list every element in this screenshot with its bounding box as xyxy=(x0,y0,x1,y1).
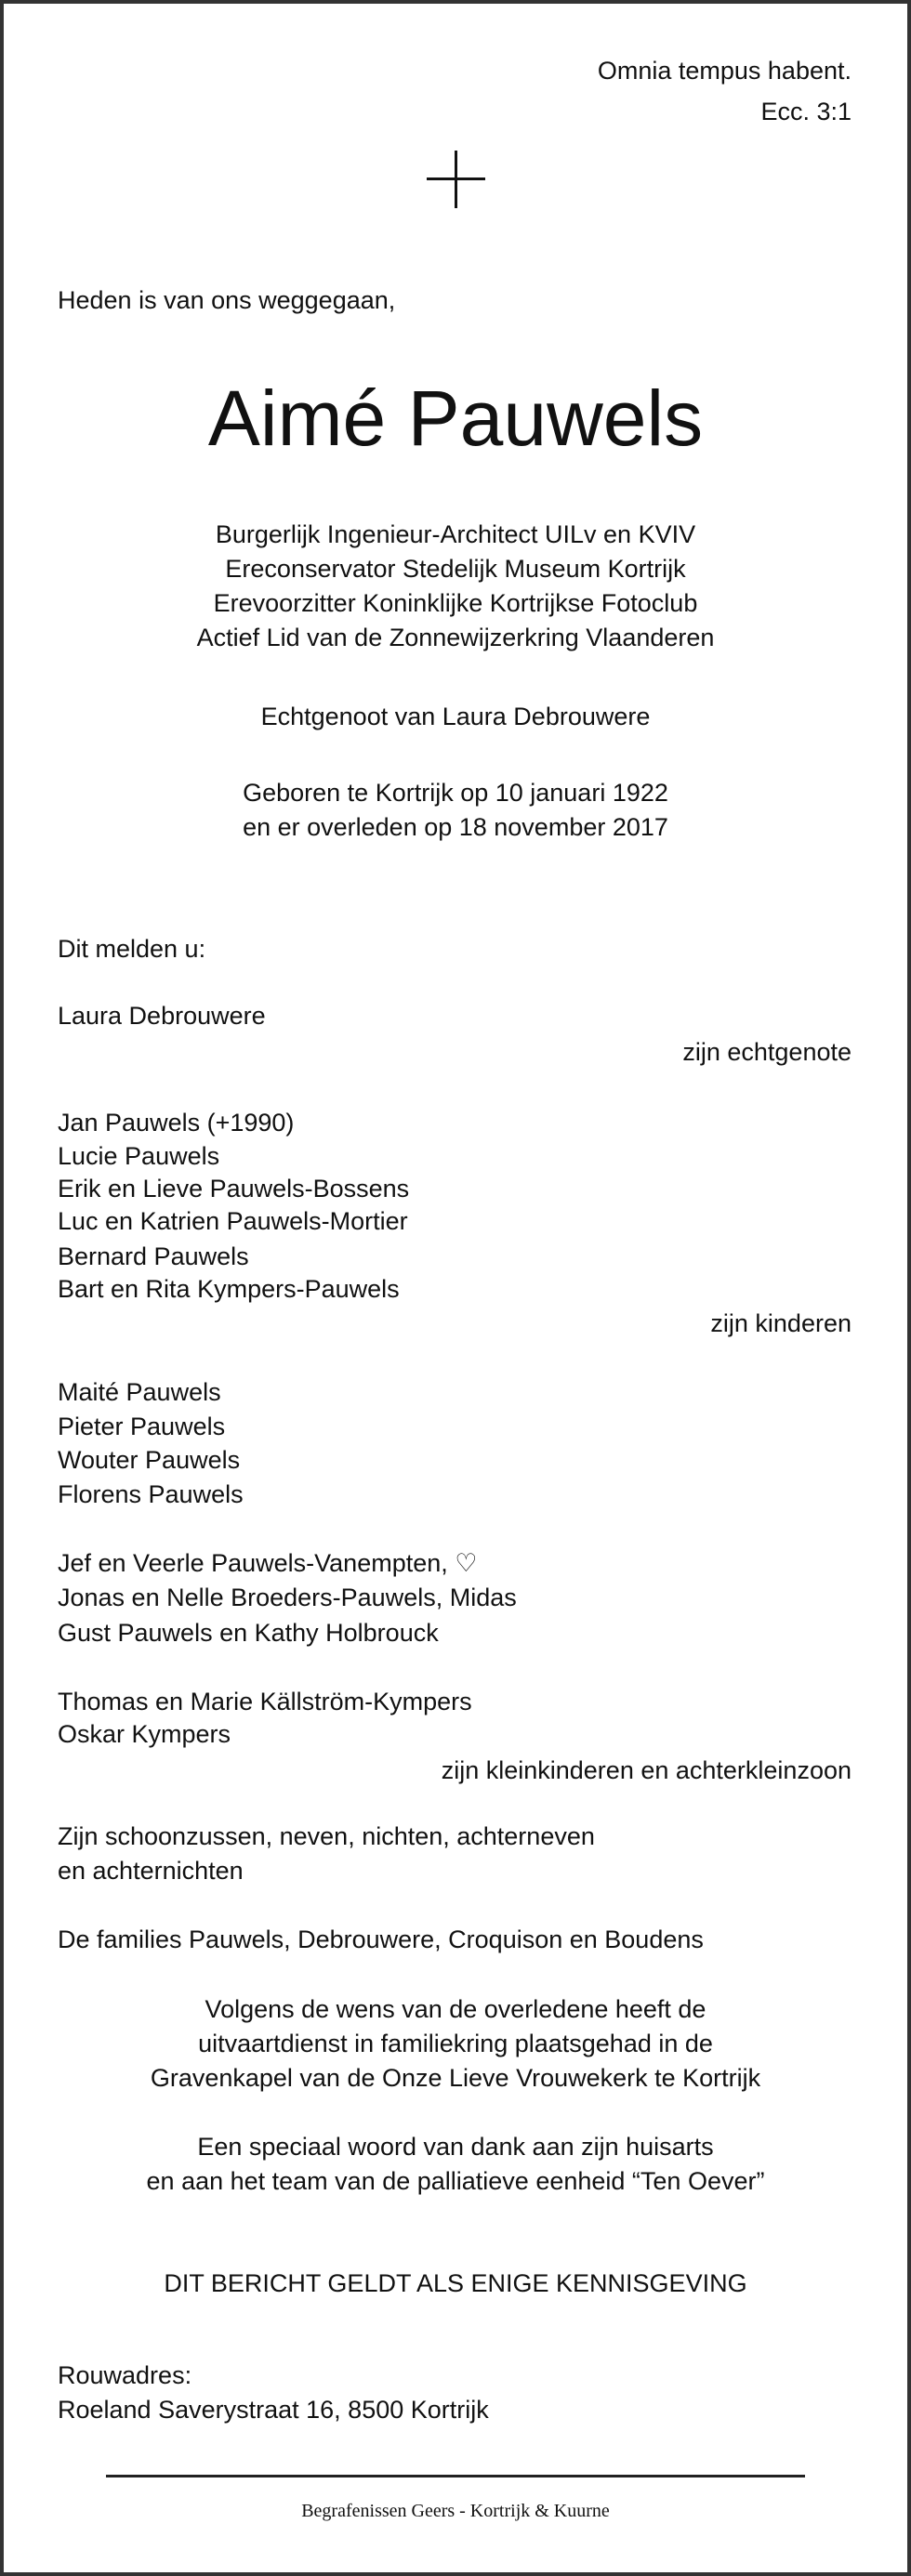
title-line: Erevoorzitter Koninklijke Kortrijkse Fotoclub xyxy=(213,589,698,617)
birth-line: Geboren te Kortrijk op 10 januari 1922 xyxy=(243,779,668,807)
child-name: Bernard Pauwels xyxy=(58,1242,249,1270)
title-line: Burgerlijk Ingenieur-Architect UILv en KVIV xyxy=(215,520,696,548)
inlaws-line: en achternichten xyxy=(58,1857,244,1885)
grandchild-line xyxy=(58,1546,478,1580)
heart-icon: ♡ xyxy=(455,1549,478,1577)
cross-horizontal xyxy=(427,177,485,180)
thanks-line: Een speciaal woord van dank aan zijn huisarts xyxy=(197,2133,714,2161)
grandchild-name: Wouter Pauwels xyxy=(58,1446,241,1474)
spouse-label: zijn echtgenote xyxy=(682,1038,852,1066)
families-line: De families Pauwels, Debrouwere, Croquison en Boudens xyxy=(58,1925,704,1953)
grandchildren-label: zijn kleinkinderen en achterkleinzoon xyxy=(441,1756,852,1784)
title-line: Actief Lid van de Zonnewijzerkring Vlaanderen xyxy=(196,624,715,651)
address-label: Rouwadres: xyxy=(58,2361,192,2389)
death-line: en er overleden op 18 november 2017 xyxy=(243,813,668,841)
grandchild-name: Florens Pauwels xyxy=(58,1480,244,1508)
grandchild-name: Thomas en Marie Källström-Kympers xyxy=(58,1688,472,1715)
funeral-note-line: Volgens de wens van de overledene heeft de xyxy=(205,1995,706,2023)
address-value: Roeland Saverystraat 16, 8500 Kortrijk xyxy=(58,2396,489,2424)
spouse-line: Echtgenoot van Laura Debrouwere xyxy=(260,703,651,730)
grandchild-name: Maité Pauwels xyxy=(58,1378,221,1406)
grandchild-name: Jef en Veerle Pauwels-Vanempten, xyxy=(58,1549,448,1577)
thanks-line: en aan het team van de palliatieve eenheid “Ten Oever” xyxy=(146,2167,765,2195)
grandchild-name: Pieter Pauwels xyxy=(58,1413,226,1440)
child-name: Lucie Pauwels xyxy=(58,1142,220,1170)
child-name: Bart en Rita Kympers-Pauwels xyxy=(58,1275,400,1303)
title-line: Ereconservator Stedelijk Museum Kortrijk xyxy=(225,555,686,583)
spouse-name: Laura Debrouwere xyxy=(58,1002,266,1030)
children-label: zijn kinderen xyxy=(710,1309,852,1337)
funeral-home-footer: Begrafenissen Geers - Kortrijk & Kuurne xyxy=(301,2501,610,2521)
grandchild-name: Jonas en Nelle Broeders-Pauwels, Midas xyxy=(58,1584,517,1611)
funeral-note-line: Gravenkapel van de Onze Lieve Vrouwekerk te Kortrijk xyxy=(150,2064,761,2092)
child-name: Erik en Lieve Pauwels-Bossens xyxy=(58,1175,410,1203)
motto-quote: Omnia tempus habent. xyxy=(597,57,852,85)
grandchild-name: Oskar Kympers xyxy=(58,1720,231,1748)
grandchild-name: Gust Pauwels en Kathy Holbrouck xyxy=(58,1619,439,1647)
funeral-note-line: uitvaartdienst in familiekring plaatsgehad in de xyxy=(198,2030,713,2057)
motto-reference: Ecc. 3:1 xyxy=(760,98,852,125)
announce-text: Dit melden u: xyxy=(58,935,206,963)
deceased-name: Aimé Pauwels xyxy=(207,375,704,462)
notice-text: DIT BERICHT GELDT ALS ENIGE KENNISGEVING xyxy=(164,2269,747,2297)
divider xyxy=(106,2475,805,2477)
child-name: Luc en Katrien Pauwels-Mortier xyxy=(58,1207,408,1235)
intro-text: Heden is van ons weggegaan, xyxy=(58,286,396,314)
inlaws-line: Zijn schoonzussen, neven, nichten, achterneven xyxy=(58,1822,595,1850)
child-name: Jan Pauwels (+1990) xyxy=(58,1109,295,1137)
